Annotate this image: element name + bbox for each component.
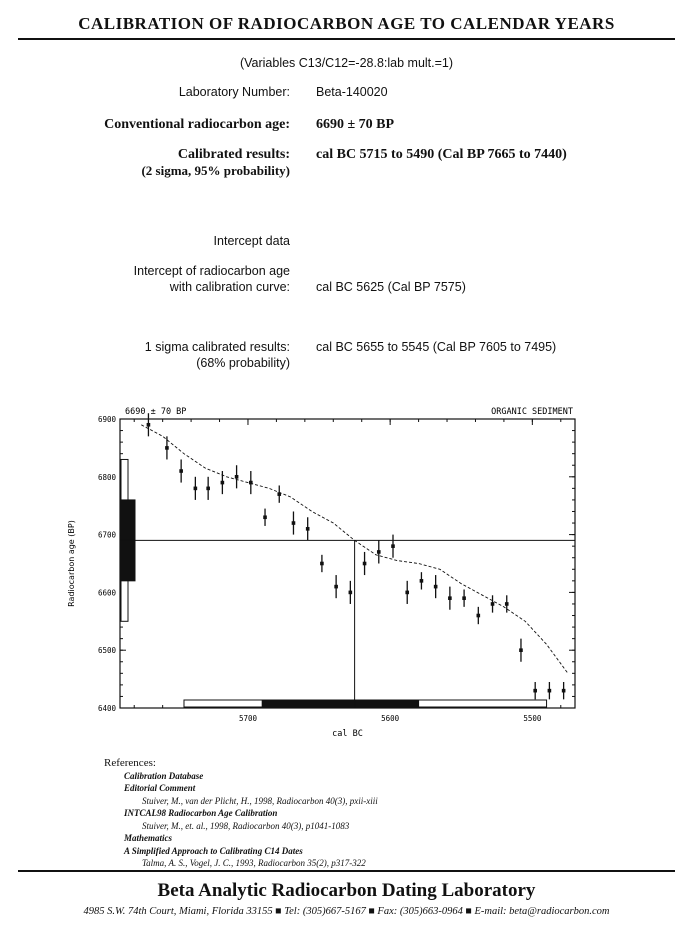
y-tick-label: 6400 bbox=[97, 704, 116, 713]
x-tick-label: 5500 bbox=[523, 714, 542, 723]
lab-number-label: Laboratory Number: bbox=[178, 85, 290, 99]
intercept-label-2: with calibration curve: bbox=[169, 280, 290, 294]
data-point bbox=[194, 487, 198, 491]
data-point bbox=[477, 614, 481, 618]
y-tick-label: 6500 bbox=[97, 646, 116, 656]
conventional-age-label: Conventional radiocarbon age: bbox=[104, 117, 290, 132]
data-point bbox=[420, 579, 424, 583]
conventional-age-value: 6690 ± 70 BP bbox=[316, 117, 395, 132]
data-point bbox=[562, 689, 566, 693]
intercept-heading: Intercept data bbox=[213, 234, 290, 248]
data-point bbox=[434, 585, 438, 589]
data-point bbox=[277, 492, 281, 496]
y-tick-label: 6900 bbox=[97, 415, 116, 424]
references bbox=[104, 757, 378, 870]
range-1sigma-bar bbox=[262, 700, 418, 707]
reference-citation: Stuiver, M., et. al., 1998, Radiocarbon 40(3), p1041-1083 bbox=[142, 820, 350, 831]
calibrated-sublabel: (2 sigma, 95% probability) bbox=[141, 163, 290, 178]
data-point bbox=[377, 550, 381, 554]
footer-rule bbox=[18, 870, 675, 872]
data-point bbox=[491, 602, 495, 606]
reference-category: Editorial Comment bbox=[124, 783, 196, 793]
data-point bbox=[249, 481, 253, 485]
x-tick-label: 5600 bbox=[381, 714, 400, 723]
data-point bbox=[334, 585, 338, 589]
data-point bbox=[533, 689, 537, 693]
lab-name: Beta Analytic Radiocarbon Dating Laboratory bbox=[157, 880, 536, 901]
y-tick-label: 6700 bbox=[97, 530, 116, 540]
data-point bbox=[448, 596, 452, 600]
data-point bbox=[363, 562, 367, 566]
intercept-label-1: Intercept of radiocarbon age bbox=[133, 264, 290, 278]
one-sigma-sublabel: (68% probability) bbox=[196, 356, 290, 370]
data-point bbox=[320, 562, 324, 566]
one-sigma-label: 1 sigma calibrated results: bbox=[144, 340, 290, 354]
top-rule bbox=[18, 38, 675, 40]
y-tick-label: 6600 bbox=[97, 588, 116, 598]
variables-line: (Variables C13/C12=-28.8:lab mult.=1) bbox=[239, 56, 454, 70]
reference-category: Mathematics bbox=[124, 833, 173, 843]
reference-citation: Stuiver, M., van der Plicht, H., 1998, Radiocarbon 40(3), pxii-xiii bbox=[142, 795, 378, 806]
data-point bbox=[505, 602, 509, 606]
data-point bbox=[462, 596, 466, 600]
y-tick-label: 6800 bbox=[97, 472, 116, 482]
data-point bbox=[221, 481, 225, 485]
lab-number-value: Beta-140020 bbox=[316, 85, 388, 99]
x-axis-label: cal BC bbox=[332, 729, 363, 739]
chart-subtitle: ORGANIC SEDIMENT bbox=[491, 407, 573, 417]
data-point bbox=[165, 446, 169, 450]
plot-frame bbox=[120, 419, 575, 708]
references-heading: References: bbox=[104, 757, 156, 769]
data-point bbox=[235, 475, 239, 479]
data-point bbox=[548, 689, 552, 693]
reference-citation: Talma, A. S., Vogel, J. C., 1993, Radiocarbon 35(2), p317-322 bbox=[142, 858, 366, 868]
data-point bbox=[292, 521, 296, 525]
data-point bbox=[519, 648, 523, 652]
y-axis-label: Radiocarbon age (BP) bbox=[67, 520, 76, 607]
reference-category: INTCAL98 Radiocarbon Age Calibration bbox=[124, 808, 278, 818]
lab-address: 4985 S.W. 74th Court, Miami, Florida 33155 ■ Tel: (305)667-5167 ■ Fax: (305)663-0964 ■ E-mail: beta@radiocarbon.com bbox=[83, 906, 610, 917]
one-sigma-value: cal BC 5655 to 5545 (Cal BP 7605 to 7495) bbox=[316, 340, 557, 354]
data-point bbox=[391, 544, 395, 548]
x-tick-label: 5700 bbox=[238, 714, 257, 723]
data-point bbox=[349, 591, 353, 595]
data-point bbox=[306, 527, 310, 531]
data-point bbox=[405, 591, 409, 595]
data-point bbox=[263, 515, 267, 519]
reference-category: A Simplified Approach to Calibrating C14 Dates bbox=[124, 845, 303, 856]
data-point bbox=[179, 469, 183, 473]
calibration-chart bbox=[60, 400, 600, 745]
calibrated-value: cal BC 5715 to 5490 (Cal BP 7665 to 7440) bbox=[316, 147, 567, 162]
calibrated-label: Calibrated results: bbox=[177, 147, 290, 162]
reference-category: Calibration Database bbox=[124, 770, 204, 781]
page-title: CALIBRATION OF RADIOCARBON AGE TO CALENDAR YEARS bbox=[78, 14, 615, 33]
intercept-value: cal BC 5625 (Cal BP 7575) bbox=[316, 280, 466, 294]
chart-title: 6690 ± 70 BP bbox=[125, 407, 187, 417]
data-point bbox=[147, 423, 151, 427]
data-point bbox=[206, 487, 210, 491]
